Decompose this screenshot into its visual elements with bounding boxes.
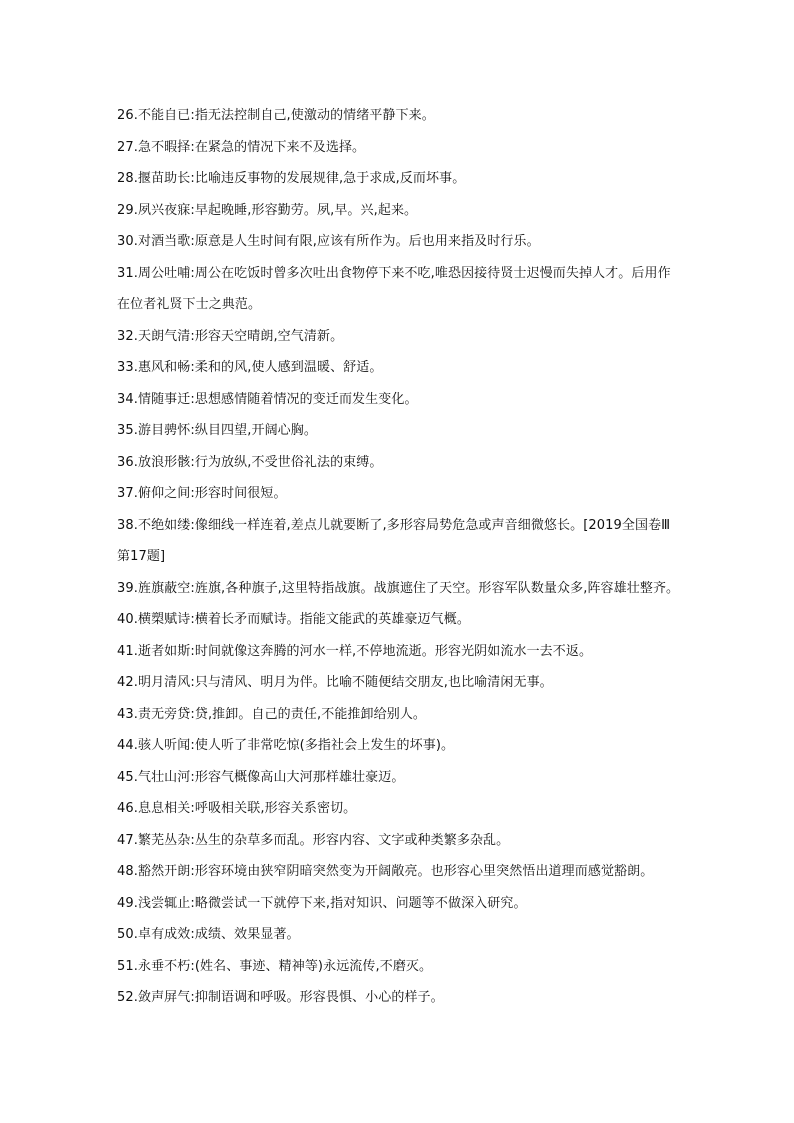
idiom-entry-38: 38.不绝如缕:像细线一样连着,差点儿就要断了,多形容局势危急或声音细微悠长。[2019全国卷Ⅲ第17题] xyxy=(117,517,671,564)
idiom-entry-34: 34.情随事迁:思想感情随着情况的变迁而发生变化。 xyxy=(117,391,418,407)
idiom-entry-44: 44.骇人听闻:使人听了非常吃惊(多指社会上发生的坏事)。 xyxy=(117,738,455,753)
idiom-entry-32: 32.天朗气清:形容天空晴朗,空气清新。 xyxy=(117,328,344,344)
idiom-entry-29: 29.夙兴夜寐:早起晚睡,形容勤劳。夙,早。兴,起来。 xyxy=(117,202,418,218)
idiom-entry-50: 50.卓有成效:成绩、效果显著。 xyxy=(117,927,300,942)
idiom-entry-48: 48.豁然开朗:形容环境由狭窄阴暗突然变为开阔敞亮。也形容心里突然悟出道理而感觉豁朗。 xyxy=(117,864,654,879)
idiom-entry-45: 45.气壮山河:形容气概像高山大河那样雄壮豪迈。 xyxy=(117,769,405,785)
idiom-entry-41: 41.逝者如斯:时间就像这奔腾的河水一样,不停地流逝。形容光阴如流水一去不返。 xyxy=(117,643,593,659)
idiom-entry-26: 26.不能自已:指无法控制自己,使激动的情绪平静下来。 xyxy=(117,108,435,123)
idiom-entry-30: 30.对酒当歌:原意是人生时间有限,应该有所作为。后也用来指及时行乐。 xyxy=(117,234,540,249)
idiom-entry-51: 51.永垂不朽:(姓名、事迹、精神等)永远流传,不磨灭。 xyxy=(117,958,433,974)
idiom-entry-40: 40.横槊赋诗:横着长矛而赋诗。指能文能武的英雄豪迈气概。 xyxy=(117,612,470,627)
idiom-list xyxy=(117,100,682,1014)
idiom-entry-37: 37.俯仰之间:形容时间很短。 xyxy=(117,486,287,501)
idiom-entry-49: 49.浅尝辄止:略微尝试一下就停下来,指对知识、问题等不做深入研究。 xyxy=(117,895,527,911)
idiom-entry-43: 43.责无旁贷:贷,推卸。自己的责任,不能推卸给别人。 xyxy=(117,706,427,722)
idiom-entry-27: 27.急不暇择:在紧急的情况下来不及选择。 xyxy=(117,139,366,155)
idiom-entry-47: 47.繁芜丛杂:丛生的杂草多而乱。形容内容、文字或种类繁多杂乱。 xyxy=(117,832,510,848)
idiom-entry-33: 33.惠风和畅:柔和的风,使人感到温暖、舒适。 xyxy=(117,360,383,375)
idiom-entry-35: 35.游目骋怀:纵目四望,开阔心胸。 xyxy=(117,423,317,438)
idiom-entry-39: 39.旌旗蔽空:旌旗,各种旗子,这里特指战旗。战旗遮住了天空。形容军队数量众多,阵容雄壮整齐。 xyxy=(117,580,680,596)
idiom-entry-36: 36.放浪形骸:行为放纵,不受世俗礼法的束缚。 xyxy=(117,454,383,470)
idiom-entry-31: 31.周公吐哺:周公在吃饭时曾多次吐出食物停下来不吃,唯恐因接待贤士迟慢而失掉人才。后用作在位者礼贤下士之典范。 xyxy=(117,265,671,312)
idiom-entry-42: 42.明月清风:只与清风、明月为伴。比喻不随便结交朋友,也比喻清闲无事。 xyxy=(117,675,553,690)
idiom-entry-28: 28.揠苗助长:比喻违反事物的发展规律,急于求成,反而坏事。 xyxy=(117,171,466,186)
idiom-entry-52: 52.敛声屏气:抑制语调和呼吸。形容畏惧、小心的样子。 xyxy=(117,990,444,1005)
idiom-entry-46: 46.息息相关:呼吸相关联,形容关系密切。 xyxy=(117,801,357,816)
